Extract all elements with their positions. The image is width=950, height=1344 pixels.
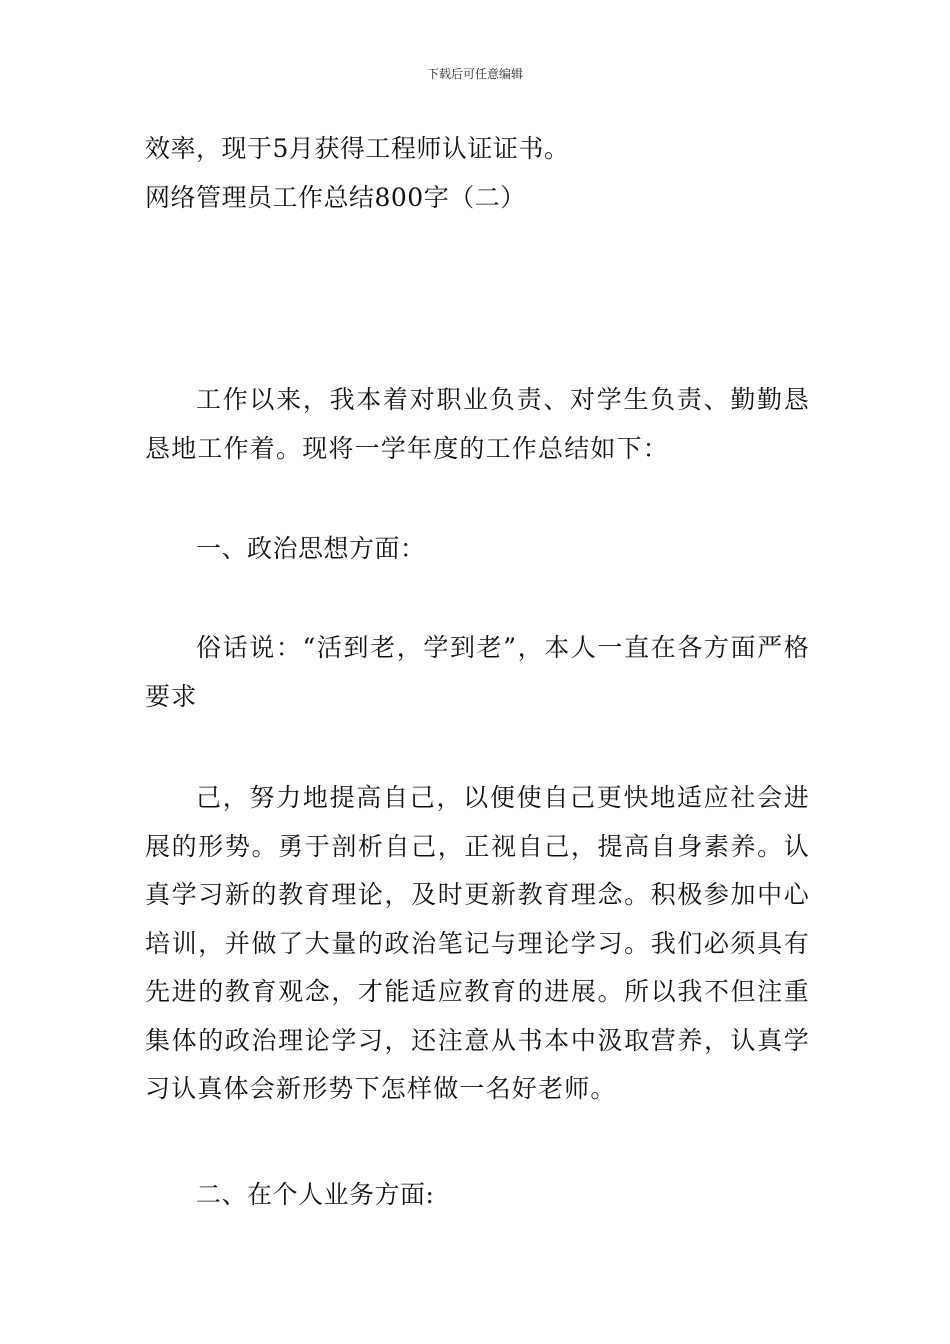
section-1-heading: 一、政治思想方面： bbox=[196, 534, 426, 563]
section-2-heading: 二、在个人业务方面: bbox=[196, 1180, 435, 1209]
quote-paragraph: 俗话说：“活到老，学到老”，本人一直在各方面严格要求 bbox=[145, 633, 810, 711]
intro-paragraph: 工作以来，我本着对职业负责、对学生负责、勤勤恳恳地工作着。现将一学年度的工作总结如下： bbox=[145, 385, 810, 463]
document-title: 网络管理员工作总结800字（二） bbox=[145, 183, 526, 212]
body-paragraph: 己，努力地提高自己，以便使自己更快地适应社会进展的形势。勇于剖析自己，正视自己，提高自身素养。认真学习新的教育理论，及时更新教育理念。积极参加中心培训，并做了大量的政治笔记与理论学习。我们必须具有先进的教育观念，才能适应教育的进展。所以我不但注重集体的政治理论学习，还注意从书本中汲取营养，认真学习认真体会新形势下怎样做一名好老师。 bbox=[145, 783, 810, 1103]
page-header-note: 下载后可任意编辑 bbox=[426, 67, 523, 81]
continuation-line: 效率，现于5月获得工程师认证证书。 bbox=[145, 134, 570, 163]
